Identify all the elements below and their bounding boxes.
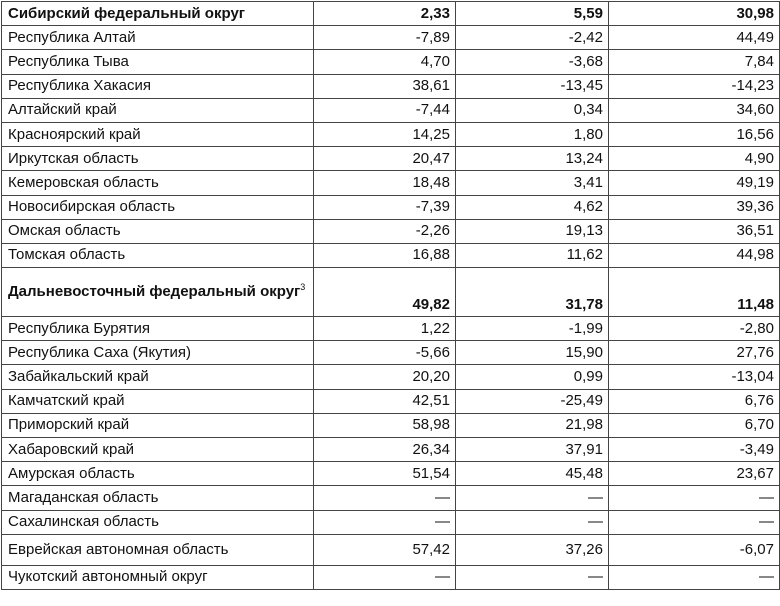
region-name: Республика Алтай — [2, 26, 314, 50]
value-col-1: 57,42 — [314, 534, 456, 565]
value-col-3: 34,60 — [609, 98, 780, 122]
value-col-3: 7,84 — [609, 50, 780, 74]
table-row — [2, 26, 780, 50]
value-col-3: -6,07 — [609, 534, 780, 565]
value-col-2: 0,99 — [456, 365, 609, 389]
region-name: Забайкальский край — [2, 365, 314, 389]
value-col-2: 0,34 — [456, 98, 609, 122]
value-col-1: 20,20 — [314, 365, 456, 389]
value-col-3: -3,49 — [609, 438, 780, 462]
value-col-1: -7,89 — [314, 26, 456, 50]
table-row — [2, 565, 780, 589]
value-col-2: 13,24 — [456, 147, 609, 171]
value-col-2: -2,42 — [456, 26, 609, 50]
value-col-1: 2,33 — [314, 2, 456, 26]
value-col-2: 19,13 — [456, 219, 609, 243]
region-name: Республика Тыва — [2, 50, 314, 74]
value-col-3: -13,04 — [609, 365, 780, 389]
table-row — [2, 534, 780, 565]
value-col-3: -2,80 — [609, 317, 780, 341]
value-col-2: 45,48 — [456, 462, 609, 486]
value-col-2: 31,78 — [456, 268, 609, 317]
value-col-3: 4,90 — [609, 147, 780, 171]
value-col-3: 44,49 — [609, 26, 780, 50]
value-col-2: 11,62 — [456, 243, 609, 267]
value-col-3: -14,23 — [609, 74, 780, 98]
value-col-1: 18,48 — [314, 171, 456, 195]
region-name: Республика Хакасия — [2, 74, 314, 98]
value-col-2: 37,26 — [456, 534, 609, 565]
region-name: Приморский край — [2, 413, 314, 437]
region-name-text: Дальневосточный федеральный округ — [8, 283, 301, 301]
table-row — [2, 462, 780, 486]
value-col-1: -5,66 — [314, 341, 456, 365]
table-row — [2, 219, 780, 243]
value-col-1: — — [314, 510, 456, 534]
value-col-3: — — [609, 510, 780, 534]
value-col-3: 49,19 — [609, 171, 780, 195]
value-col-1: -7,44 — [314, 98, 456, 122]
value-col-2: 37,91 — [456, 438, 609, 462]
value-col-3: 23,67 — [609, 462, 780, 486]
table-row — [2, 413, 780, 437]
region-name: Республика Саха (Якутия) — [2, 341, 314, 365]
value-col-2: — — [456, 486, 609, 510]
value-col-1: -2,26 — [314, 219, 456, 243]
table-row — [2, 243, 780, 267]
table-row — [2, 74, 780, 98]
federal-district-row — [2, 268, 780, 317]
value-col-1: 16,88 — [314, 243, 456, 267]
table-row — [2, 341, 780, 365]
region-name: Томская область — [2, 243, 314, 267]
table-row — [2, 147, 780, 171]
value-col-2: 3,41 — [456, 171, 609, 195]
value-col-1: 26,34 — [314, 438, 456, 462]
table-row — [2, 195, 780, 219]
region-name: Кемеровская область — [2, 171, 314, 195]
value-col-1: 51,54 — [314, 462, 456, 486]
value-col-2: -1,99 — [456, 317, 609, 341]
value-col-2: 15,90 — [456, 341, 609, 365]
value-col-3: 44,98 — [609, 243, 780, 267]
value-col-1: 14,25 — [314, 122, 456, 146]
region-name: Хабаровский край — [2, 438, 314, 462]
value-col-3: 11,48 — [609, 268, 780, 317]
value-col-2: -25,49 — [456, 389, 609, 413]
table-row — [2, 486, 780, 510]
region-name: Иркутская область — [2, 147, 314, 171]
table-row — [2, 171, 780, 195]
region-name: Омская область — [2, 219, 314, 243]
region-name: Алтайский край — [2, 98, 314, 122]
value-col-3: — — [609, 486, 780, 510]
value-col-1: 1,22 — [314, 317, 456, 341]
table-row — [2, 389, 780, 413]
value-col-1: 42,51 — [314, 389, 456, 413]
region-name: Чукотский автономный округ — [2, 565, 314, 589]
footnote-marker: 3 — [300, 282, 306, 293]
table-row — [2, 122, 780, 146]
value-col-3: 6,76 — [609, 389, 780, 413]
value-col-2: 4,62 — [456, 195, 609, 219]
region-name: Новосибирская область — [2, 195, 314, 219]
value-col-1: 4,70 — [314, 50, 456, 74]
value-col-3: 6,70 — [609, 413, 780, 437]
value-col-3: 16,56 — [609, 122, 780, 146]
region-name: Камчатский край — [2, 389, 314, 413]
table-row — [2, 510, 780, 534]
region-name: Еврейская автономная область — [2, 534, 314, 565]
value-col-1: — — [314, 486, 456, 510]
value-col-2: 1,80 — [456, 122, 609, 146]
value-col-1: 38,61 — [314, 74, 456, 98]
value-col-1: 58,98 — [314, 413, 456, 437]
region-name: Красноярский край — [2, 122, 314, 146]
table-row — [2, 50, 780, 74]
value-col-1: 20,47 — [314, 147, 456, 171]
region-name: Амурская область — [2, 462, 314, 486]
value-col-2: 5,59 — [456, 2, 609, 26]
value-col-3: 27,76 — [609, 341, 780, 365]
value-col-2: — — [456, 510, 609, 534]
regions-table — [1, 1, 780, 590]
value-col-1: 49,82 — [314, 268, 456, 317]
value-col-3: 30,98 — [609, 2, 780, 26]
value-col-2: — — [456, 565, 609, 589]
value-col-2: -13,45 — [456, 74, 609, 98]
table-row — [2, 317, 780, 341]
table-row — [2, 98, 780, 122]
region-name: Сибирский федеральный округ — [2, 2, 314, 26]
value-col-2: 21,98 — [456, 413, 609, 437]
table-row — [2, 365, 780, 389]
value-col-3: 39,36 — [609, 195, 780, 219]
value-col-3: — — [609, 565, 780, 589]
value-col-1: — — [314, 565, 456, 589]
region-name: Республика Бурятия — [2, 317, 314, 341]
value-col-2: -3,68 — [456, 50, 609, 74]
federal-district-row — [2, 2, 780, 26]
region-name: Сахалинская область — [2, 510, 314, 534]
table-row — [2, 438, 780, 462]
region-name: Магаданская область — [2, 486, 314, 510]
value-col-3: 36,51 — [609, 219, 780, 243]
value-col-1: -7,39 — [314, 195, 456, 219]
region-name — [2, 268, 314, 317]
